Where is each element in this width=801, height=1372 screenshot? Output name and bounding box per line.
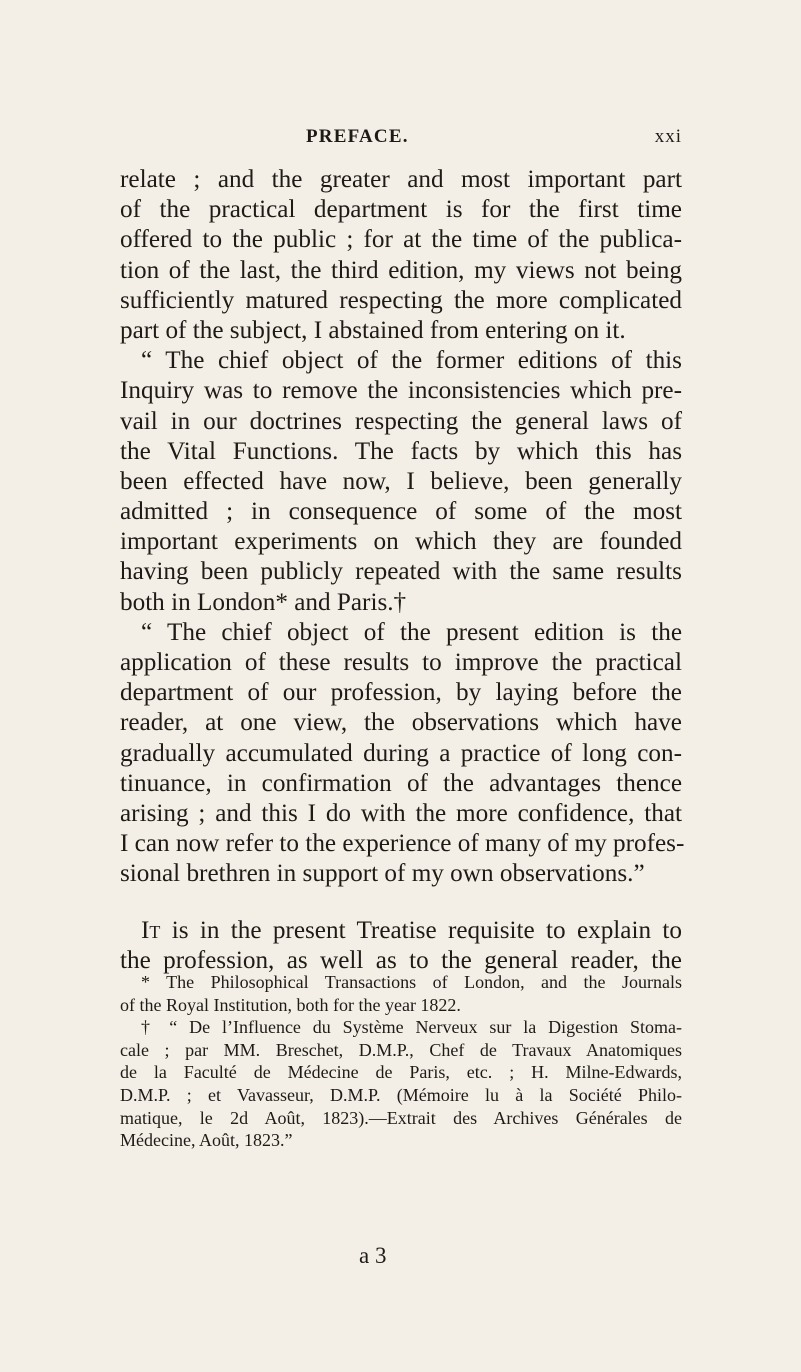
text-line	[120, 916, 682, 946]
text-line: part of the subject, I abstained from entering on it.	[120, 316, 626, 344]
signature-mark: a 3	[359, 1243, 387, 1268]
text-line: the Vital Functions. The facts by which this has	[120, 437, 682, 465]
text-line: offered to the public ; for at the time of the publica-	[120, 226, 682, 254]
text-line: relate ; and the greater and most important part	[120, 166, 682, 193]
text-line: application of these results to improve the practical	[120, 649, 682, 676]
text-line: “ The chief object of the present edition is the	[141, 618, 682, 646]
text-line: the profession, as well as to the general reader, the	[120, 946, 682, 974]
text-line: sufficiently matured respecting the more complicated	[120, 286, 682, 314]
paragraph-lead: It	[141, 916, 161, 944]
text-line: gradually accumulated during a practice of long con-	[120, 739, 682, 767]
text-line: sional brethren in support of my own observations.”	[120, 860, 645, 888]
running-head	[120, 123, 682, 151]
text-line: department of our profession, by laying before the	[120, 679, 682, 707]
text-line: both in London* and Paris.†	[120, 588, 407, 616]
text-line: admitted ; in consequence of some of the most	[120, 498, 682, 526]
text-line: been effected have now, I believe, been generally	[120, 467, 682, 495]
footnotes	[120, 971, 682, 1152]
running-title: PREFACE.	[306, 126, 409, 147]
footnote-line: matique, le 2d Août, 1823).—Extrait des Archives Générales de	[120, 1107, 682, 1128]
text-line: having been publicly repeated with the same results	[120, 558, 682, 586]
footnote-line: of the Royal Institution, both for the year 1822.	[120, 994, 461, 1015]
text-line: tion of the last, the third edition, my views not being	[120, 256, 682, 284]
text-line: tinuance, in confirmation of the advantages thence	[120, 769, 682, 797]
text-line: Inquiry was to remove the inconsistencies which pre-	[120, 377, 682, 405]
footnote-line: cale ; par MM. Breschet, D.M.P., Chef de Travaux Anatomiques	[120, 1039, 682, 1060]
text-line: “ The chief object of the former editions of this	[141, 347, 682, 375]
text-line: important experiments on which they are founded	[120, 528, 682, 556]
text-line: of the practical department is for the first time	[120, 196, 682, 224]
footnote-line: D.M.P. ; et Vavasseur, D.M.P. (Mémoire lu à la Société Philo-	[120, 1084, 682, 1105]
footnote-line: Médecine, Août, 1823.”	[120, 1130, 293, 1151]
page-number: xxi	[654, 126, 682, 147]
footnote-line: † “ De l’Influence du Système Nerveux sur la Digestion Stoma-	[141, 1017, 682, 1038]
text-line: arising ; and this I do with the more confidence, that	[120, 799, 682, 827]
footnote-line: de la Faculté de Médecine de Paris, etc. ; H. Milne-Edwards,	[120, 1062, 682, 1083]
text-fragment: is in the present Treatise requisite to explain to	[160, 916, 682, 944]
text-line: I can now refer to the experience of many of my profes-	[120, 830, 685, 858]
paragraph-gap	[120, 890, 682, 916]
footnote-line: * The Philosophical Transactions of London, and the Journals	[141, 972, 682, 992]
body-text	[120, 165, 685, 976]
text-line: reader, at one view, the observations which have	[120, 709, 682, 737]
text-line: vail in our doctrines respecting the general laws of	[120, 407, 682, 435]
